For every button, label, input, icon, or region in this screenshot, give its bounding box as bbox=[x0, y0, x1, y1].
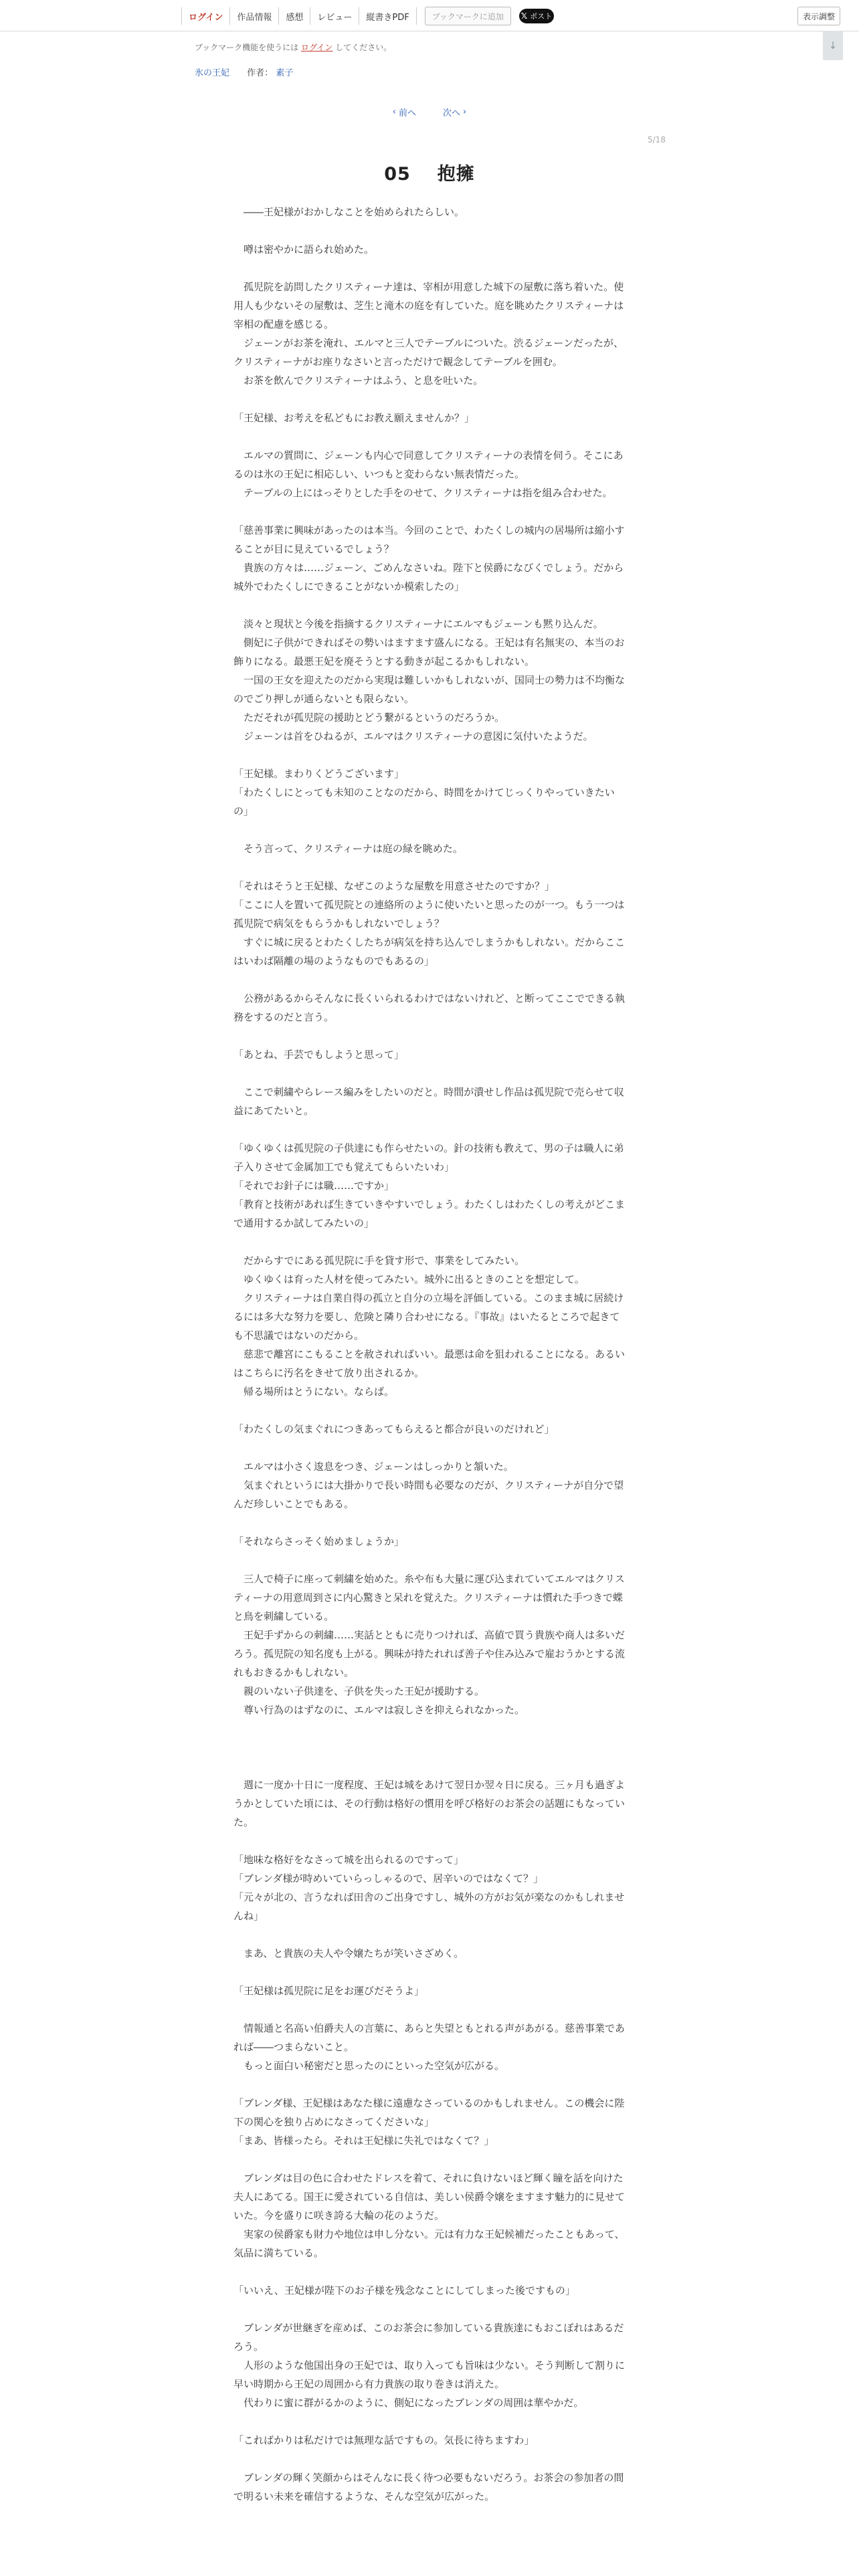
paragraph-gap bbox=[233, 1232, 626, 1251]
top-navigation-bar bbox=[0, 0, 859, 31]
chevron-right-icon: › bbox=[463, 107, 467, 117]
body-paragraph: お茶を飲んでクリスティーナはふう、と息を吐いた。 bbox=[233, 374, 484, 387]
chevron-down-icon: ↓ bbox=[828, 39, 838, 51]
body-paragraph: 「ブレンダ様が時めいていらっしゃるので、居辛いのではなくて？」 bbox=[233, 1872, 544, 1885]
body-paragraph: 「地味な格好をなさって城を出られるのですって」 bbox=[233, 1854, 464, 1866]
body-paragraph: ジェーンがお茶を淹れ、エルマと三人でテーブルについた。渋るジェーンだったが、クリスティーナがお座りなさいと言っただけで観念してテーブルを囲む。 bbox=[233, 337, 624, 368]
body-paragraph: 一国の王女を迎えたのだから実現は難しいかもしれないが、国同士の勢力は不均衡なのでごり押しが通らないとも限らない。 bbox=[233, 674, 626, 705]
body-paragraph: ただそれが孤児院の援助とどう繋がるというのだろうか。 bbox=[233, 712, 505, 724]
paragraph-gap bbox=[233, 2450, 626, 2468]
work-meta bbox=[195, 66, 293, 78]
novel-body bbox=[233, 203, 626, 2506]
paragraph-gap bbox=[233, 2300, 626, 2319]
paragraph-gap bbox=[233, 1963, 626, 1981]
body-paragraph: そう言って、クリスティーナは庭の緑を眺めた。 bbox=[233, 843, 463, 855]
scroll-down-button[interactable] bbox=[823, 31, 843, 60]
body-paragraph: 噂は密やかに語られ始めた。 bbox=[233, 243, 375, 255]
body-paragraph: 慈悲で離宮にこもることを赦されればいい。最悪は命を狙われることになる。あるいはこちらに汚名をきせて放り出されるか。 bbox=[233, 1348, 626, 1379]
paragraph-gap bbox=[233, 1925, 626, 1944]
body-paragraph: ブレンダは目の色に合わせたドレスを着て、それに負けないほど輝く瞳を話を向けた夫人にあてる。国王に愛されている自信は、美しい侯爵令嬢をますます魅力的に見せていた。今を盛りに咲き誇る大輪の花のようだ。 bbox=[233, 2172, 626, 2222]
body-paragraph: 「それならさっそく始めましょうか」 bbox=[233, 1535, 405, 1547]
paragraph-gap bbox=[233, 2000, 626, 2019]
paragraph-gap bbox=[233, 970, 626, 989]
body-paragraph: 「ブレンダ様、王妃様はあなた様に遠慮なさっているのかもしれません。この機会に陛下の関心を独り占めになさってくださいな」 bbox=[233, 2097, 625, 2128]
body-paragraph: 公務があるからそんなに長くいられるわけではないけれど、と断ってここでできる執務をするのだと言う。 bbox=[233, 992, 626, 1023]
body-paragraph: テーブルの上にはっそりとした手をのせて、クリスティーナは指を組み合わせた。 bbox=[233, 487, 613, 499]
body-paragraph: だからすでにある孤児院に手を貸す形で、事業をしてみたい。 bbox=[233, 1255, 525, 1267]
prev-label: 前へ bbox=[398, 108, 416, 118]
paragraph-gap bbox=[233, 1027, 626, 1045]
body-paragraph: 「それはそうと王妃様、なぜこのような屋敷を用意させたのですか？」 bbox=[233, 880, 555, 892]
paragraph-gap bbox=[233, 1832, 626, 1850]
next-label: 次へ bbox=[443, 108, 461, 118]
page-number: 5/18 bbox=[648, 135, 666, 144]
body-paragraph: 週に一度か十日に一度程度、王妃は城をあけて翌日か翌々日に戻る。三ヶ月も過ぎようかとしていた頃には、その行動は格好の慣用を呼び格好のお茶会の話題にもなっていた。 bbox=[233, 1779, 626, 1828]
body-paragraph: 「こればかりは私だけでは無理な話ですもの。気長に待ちますわ」 bbox=[233, 2434, 535, 2446]
body-paragraph: ここで刺繍やらレース編みをしたいのだと。時間が潰せし作品は孤児院で売らせて収益にあてたいと。 bbox=[233, 1086, 624, 1117]
paragraph-gap bbox=[233, 390, 626, 409]
impression-button[interactable]: 感想 bbox=[278, 7, 310, 25]
body-paragraph: ゆくゆくは育った人材を使ってみたい。城外に出るときのことを想定して。 bbox=[233, 1273, 585, 1285]
body-paragraph: 実家の侯爵家も財力や地位は申し分ない。元は有力な王妃候補だったこともあって、気品に満ちている。 bbox=[233, 2228, 625, 2259]
body-paragraph: クリスティーナは自業自得の孤立と自分の立場を評価している。このまま城に居続けるには多大な努力を要し、危険と隣り合わせになる。『事故』はいたるところで起きても不思議ではないのだから。 bbox=[233, 1292, 624, 1341]
body-paragraph: 「わたくしにとっても未知のことなのだから、時間をかけてじっくりやっていきたいの」 bbox=[233, 786, 615, 817]
x-logo-icon: 𝕏 bbox=[520, 11, 528, 21]
body-paragraph: ジェーンは首をひねるが、エルマはクリスティーナの意図に気付いたようだ。 bbox=[233, 730, 593, 742]
body-paragraph: 情報通と名高い伯爵夫人の言葉に、あらと失望ともとれる声があがる。慈善事業であれば――つまらないこと。 bbox=[233, 2022, 626, 2053]
body-paragraph: 「王妃様、お考えを私どもにお教え願えませんか？」 bbox=[233, 412, 475, 424]
nav-menu bbox=[181, 7, 554, 25]
paragraph-gap bbox=[233, 259, 626, 278]
author-link[interactable]: 素子 bbox=[276, 68, 294, 78]
paragraph-gap bbox=[233, 427, 626, 446]
body-paragraph: ブレンダの輝く笑顔からはそんなに長く待つ必要もないだろう。お茶会の参加者の間で明るい未来を確信するような、そんな空気が広がった。 bbox=[233, 2472, 624, 2502]
next-link[interactable] bbox=[443, 106, 466, 118]
body-paragraph: 「まあ、皆様ったら。それは王妃様に失礼ではなくて？」 bbox=[233, 2135, 494, 2147]
body-paragraph: ブレンダが世継ぎを産めば、このお茶会に参加している貴族達にもおこぼれはあるだろう。 bbox=[233, 2322, 624, 2353]
chapter-name: 抱擁 bbox=[437, 164, 475, 185]
body-paragraph: エルマは小さく逡息をつき、ジェーンはしっかりと頷いた。 bbox=[233, 1461, 514, 1473]
paragraph-gap bbox=[233, 2262, 626, 2281]
paragraph-gap bbox=[233, 858, 626, 877]
paragraph-gap bbox=[233, 1757, 626, 1776]
body-paragraph: 「ここに人を置いて孤児院との連絡所のように使いたいと思ったのが一つ。もう一つは孤児院で病気をもらうかもしれないでしょう？ bbox=[233, 899, 625, 930]
body-paragraph: 「王妃様。まわりくどうございます」 bbox=[233, 768, 405, 780]
body-paragraph: 「元々が北の、言うなれば田舎のご出身ですし、城外の方がお気が楽なのかもしれませんね」 bbox=[233, 1891, 625, 1922]
chevron-left-icon: ‹ bbox=[392, 107, 396, 117]
paragraph-gap bbox=[233, 2150, 626, 2169]
body-paragraph: 「王妃様は孤児院に足をお運びだそうよ」 bbox=[233, 1985, 425, 1997]
body-paragraph: 貴族の方々は……ジェーン、ごめんなさいね。陛下と侯爵になびくでしょう。だから城外でわたくしにできることがないか模索したの」 bbox=[233, 562, 624, 593]
body-paragraph: 王妃手ずからの刺繍……実話とともに売りつければ、高値で買う貴族や商人は多いだろう。孤児院の知名度も上がる。興味が持たれれば善子や住み込みで雇おうかとする流れもおきるかもしれない。 bbox=[233, 1629, 626, 1679]
vertical-pdf-button[interactable]: 縦書きPDF bbox=[359, 7, 416, 25]
body-paragraph: 三人で椅子に座って刺繍を始めた。糸や布も大量に運び込まれていてエルマはクリスティーナの用意周到さに内心驚きと呆れを覚えた。クリスティーナは慣れた手つきで蝶と鳥を刺繍している。 bbox=[233, 1573, 625, 1622]
paragraph-gap bbox=[233, 1551, 626, 1570]
paragraph-gap bbox=[233, 2075, 626, 2094]
paragraph-gap bbox=[233, 1064, 626, 1083]
body-paragraph: もっと面白い秘密だと思ったのにといった空気が広がる。 bbox=[233, 2060, 505, 2072]
body-paragraph: 代わりに蜜に群がるかのように、側妃になったブレンダの周囲は華やかだ。 bbox=[233, 2397, 584, 2409]
work-title-link[interactable]: 氷の王妃 bbox=[195, 68, 230, 78]
paragraph-gap bbox=[233, 1513, 626, 1532]
body-paragraph: 「わたくしの気まぐれにつきあってもらえると都合が良いのだけれど」 bbox=[233, 1423, 555, 1435]
body-paragraph: 孤児院を訪問したクリスティーナ達は、宰相が用意した城下の屋敷に落ち着いた。使用人も少ないその屋敷は、芝生と滝木の庭を有していた。庭を眺めたクリスティーナは宰相の配慮を感じる。 bbox=[233, 281, 624, 330]
login-notice bbox=[195, 41, 391, 53]
body-paragraph: 人形のような他国出身の王妃では、取り入っても旨味は少ない。そう判断して割りに早い時期から王妃の周囲から有力貴族の取り巻きは消えた。 bbox=[233, 2359, 626, 2390]
bookmark-button[interactable]: ブックマークに追加 bbox=[425, 7, 511, 25]
body-paragraph: すぐに城に戻るとわたくしたちが病気を持ち込んでしまうかもしれない。だからここはいわば隔離の場のようなものでもあるの」 bbox=[233, 936, 626, 967]
paragraph-gap bbox=[233, 596, 626, 615]
chapter-pager bbox=[0, 106, 859, 118]
prev-link[interactable] bbox=[393, 106, 416, 118]
body-paragraph: 帰る場所はとうにない。ならば。 bbox=[233, 1386, 395, 1398]
x-post-label: ポスト bbox=[530, 12, 553, 21]
display-settings-button[interactable]: 表示調整 bbox=[797, 7, 840, 25]
body-paragraph: 「あとね、手芸でもしようと思って」 bbox=[233, 1049, 405, 1061]
paragraph-gap bbox=[233, 502, 626, 521]
notice-suffix: してください。 bbox=[335, 43, 392, 52]
paragraph-gap bbox=[233, 221, 626, 240]
body-paragraph: ――王妃様がおかしなことを始められたらしい。 bbox=[233, 206, 465, 218]
work-info-button[interactable]: 作品情報 bbox=[229, 7, 278, 25]
paragraph-gap bbox=[233, 1401, 626, 1420]
body-paragraph: 「ゆくゆくは孤児院の子供達にも作らせたいの。針の技術も教えて、男の子は職人に弟子入りさせて金属加工でも覚えてもらいたいわ」 bbox=[233, 1142, 624, 1173]
paragraph-gap bbox=[233, 821, 626, 839]
paragraph-gap bbox=[233, 1719, 626, 1738]
body-paragraph: エルマの質問に、ジェーンも内心で同意してクリスティーナの表情を伺う。そこにあるのは氷の王妃に相応しい、いつもと変わらない無表情だった。 bbox=[233, 449, 624, 480]
body-paragraph: 気まぐれというには大掛かりで長い時間も必要なのだが、クリスティーナが自分で望んだ珍しいことでもある。 bbox=[233, 1479, 624, 1510]
chapter-number: 05 bbox=[384, 164, 411, 185]
review-button[interactable]: レビュー bbox=[310, 7, 359, 25]
body-paragraph: 側妃に子供ができればその勢いはますます盛んになる。王妃は有名無実の、本当のお飾りになる。最悪王妃を廃そうとする動きが起こるかもしれない。 bbox=[233, 637, 625, 667]
notice-login-link[interactable]: ログイン bbox=[301, 43, 333, 52]
paragraph-gap bbox=[233, 2412, 626, 2431]
chapter-title bbox=[0, 159, 859, 185]
body-paragraph: 「いいえ、王妃様が陛下のお子様を残念なことにしてしまった後ですもの」 bbox=[233, 2284, 575, 2296]
body-paragraph: 淡々と現状と今後を指摘するクリスティーナにエルマもジェーンも黙り込んだ。 bbox=[233, 618, 603, 630]
paragraph-gap bbox=[233, 1438, 626, 1457]
paragraph-gap bbox=[233, 746, 626, 764]
x-post-button[interactable] bbox=[519, 9, 554, 23]
body-paragraph: まあ、と貴族の夫人や令嬢たちが笑いさざめく。 bbox=[233, 1947, 464, 1959]
paragraph-gap bbox=[233, 1738, 626, 1757]
body-paragraph: 尊い行為のはずなのに、エルマは寂しさを抑えられなかった。 bbox=[233, 1704, 525, 1716]
body-paragraph: 「教育と技術があれば生きていきやすいでしょう。わたくしはわたくしの考えがどこまで通用するか試してみたいの」 bbox=[233, 1198, 626, 1229]
author-label: 作者： bbox=[247, 68, 274, 78]
body-paragraph: 親のいない子供達を、子供を失った王妃が援助する。 bbox=[233, 1685, 485, 1697]
notice-prefix: ブックマーク機能を使うには bbox=[195, 43, 299, 52]
login-button[interactable]: ログイン bbox=[181, 7, 229, 25]
paragraph-gap bbox=[233, 1120, 626, 1139]
body-paragraph: 「それでお針子には職……ですか」 bbox=[233, 1180, 395, 1192]
body-paragraph: 「慈善事業に興味があったのは本当。今回のことで、わたくしの城内の居場所は縮小することが目に見えているでしょう？ bbox=[233, 524, 625, 555]
